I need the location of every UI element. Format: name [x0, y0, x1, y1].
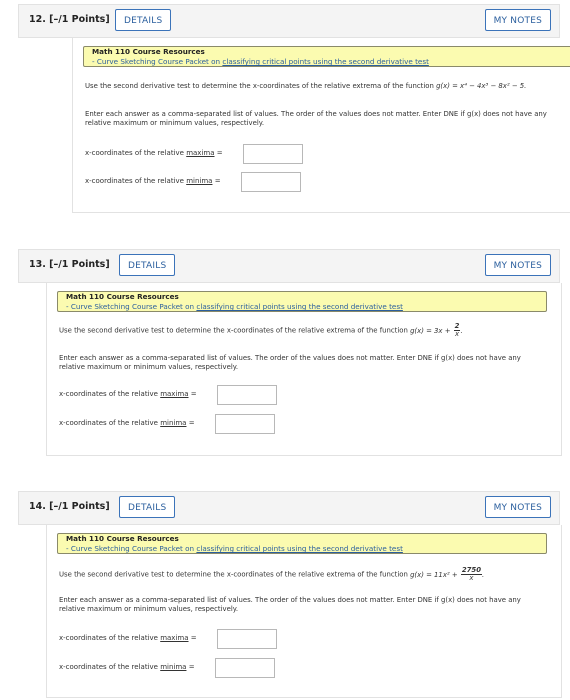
resource-title: Math 110 Course Resources [66, 292, 179, 301]
my-notes-button[interactable]: MY NOTES [485, 496, 551, 518]
maxima-row [59, 629, 299, 649]
function-expression: g(x) = x⁴ − 4x³ − 8x² − 5. [436, 82, 527, 90]
minima-row [85, 172, 325, 192]
resource-link[interactable]: classifying critical points using the second derivative test [196, 544, 403, 553]
resource-link[interactable]: classifying critical points using the second derivative test [222, 57, 429, 66]
resource-line: - Curve Sketching Course Packet on classifying critical points using the second derivative test [92, 57, 429, 66]
maxima-input[interactable] [217, 629, 277, 649]
my-notes-button[interactable]: MY NOTES [485, 9, 551, 31]
question-number: 12. [–/1 Points] [29, 14, 110, 25]
resource-box [83, 46, 570, 67]
minima-label: x-coordinates of the relative minima = [85, 177, 221, 185]
maxima-row [85, 144, 325, 164]
resource-title: Math 110 Course Resources [66, 534, 179, 543]
resource-link[interactable]: classifying critical points using the second derivative test [196, 302, 403, 311]
minima-input[interactable] [215, 414, 275, 434]
maxima-label: x-coordinates of the relative maxima = [85, 149, 223, 157]
details-button[interactable]: DETAILS [119, 254, 175, 276]
details-button[interactable]: DETAILS [115, 9, 171, 31]
question-number: 14. [–/1 Points] [29, 501, 110, 512]
fraction: $\frac{2}{x}$ [454, 322, 460, 338]
question-prompt: Use the second derivative test to determine the x-coordinates of the relative extrema of the function g(x) = 3x + $\frac{2}{x}$ . [59, 322, 463, 338]
instructions: Enter each answer as a comma-separated list of values. The order of the values does not matter. Enter DNE if g(x) does not have any relative maximum or minimum values, respectively. [85, 110, 547, 127]
minima-input[interactable] [241, 172, 301, 192]
function-expression: g(x) = 11x² + $\frac{2750}{x}$ . [410, 566, 485, 582]
question-prompt: Use the second derivative test to determine the x-coordinates of the relative extrema of the function g(x) = 11x² + $\frac{2750}{x}$ . [59, 566, 485, 582]
maxima-label: x-coordinates of the relative maxima = [59, 634, 197, 642]
minima-label: x-coordinates of the relative minima = [59, 663, 195, 671]
resource-box [57, 291, 547, 312]
question-prompt: Use the second derivative test to determine the x-coordinates of the relative extrema of the function g(x) = x⁴ − 4x³ − 8x² − 5. [85, 82, 527, 90]
maxima-row [59, 385, 299, 405]
fraction: $\frac{2750}{x}$ [461, 566, 481, 582]
resource-box [57, 533, 547, 554]
question-body [72, 38, 570, 213]
question-header [18, 491, 560, 525]
maxima-label: x-coordinates of the relative maxima = [59, 390, 197, 398]
resource-line: - Curve Sketching Course Packet on classifying critical points using the second derivative test [66, 302, 403, 311]
minima-input[interactable] [215, 658, 275, 678]
instructions: Enter each answer as a comma-separated list of values. The order of the values does not matter. Enter DNE if g(x) does not have any relative maximum or minimum values, respectively. [59, 354, 521, 371]
resource-line: - Curve Sketching Course Packet on classifying critical points using the second derivative test [66, 544, 403, 553]
my-notes-button[interactable]: MY NOTES [485, 254, 551, 276]
details-button[interactable]: DETAILS [119, 496, 175, 518]
maxima-input[interactable] [217, 385, 277, 405]
minima-row [59, 414, 299, 434]
minima-label: x-coordinates of the relative minima = [59, 419, 195, 427]
question-body [46, 525, 562, 698]
question-14 [18, 491, 560, 698]
function-expression: g(x) = 3x + $\frac{2}{x}$ . [410, 322, 463, 338]
question-header [18, 249, 560, 283]
question-body [46, 283, 562, 456]
question-header [18, 4, 560, 38]
resource-title: Math 110 Course Resources [92, 47, 205, 56]
question-13 [18, 249, 560, 456]
maxima-input[interactable] [243, 144, 303, 164]
question-12 [18, 4, 560, 213]
question-number: 13. [–/1 Points] [29, 259, 110, 270]
instructions: Enter each answer as a comma-separated list of values. The order of the values does not matter. Enter DNE if g(x) does not have any relative maximum or minimum values, respectively. [59, 596, 521, 613]
minima-row [59, 658, 299, 678]
